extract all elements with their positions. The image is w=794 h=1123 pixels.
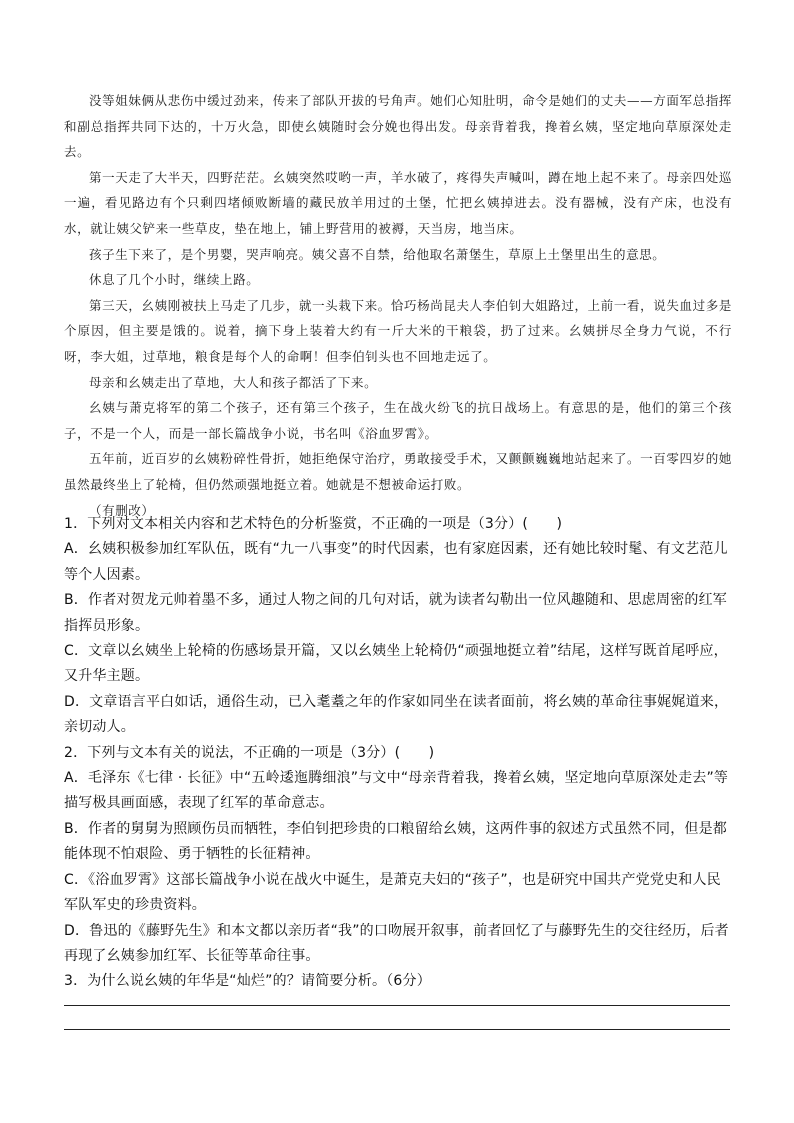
passage-paragraph: 幺姨与萧克将军的第二个孩子，还有第三个孩子，生在战火纷飞的抗日战场上。有意思的是，他们的第三个孩子，不是一个人，而是一部长篇战争小说，书名叫《浴血罗霄》。 xyxy=(64,400,732,441)
passage-paragraph: 没等姐妹俩从悲伤中缓过劲来，传来了部队开拔的号角声。她们心知肚明，命令是她们的丈夫——方面军总指挥和副总指挥共同下达的，十万火急，即使幺姨随时会分娩也得出发。母亲背着我，搀着幺姨，坚定地向草原深处走去。 xyxy=(64,93,732,160)
question-2-stem: 2．下列与文本有关的说法，不正确的一项是（3分）( ) xyxy=(64,744,435,761)
passage-paragraph: 第一天走了大半天，四野茫茫。幺姨突然哎哟一声，羊水破了，疼得失声喊叫，蹲在地上起不来了。母亲四处巡一遍，看见路边有个只剩四堵倾败断墙的藏民放羊用过的土堡，忙把幺姨掉进去。没有器械，没有产床，也没有水，就让姨父铲来一些草皮，垫在地上，铺上野营用的被褥，天当房，地当床。 xyxy=(64,169,732,236)
question-2-option-c: C．《浴血罗霄》这部长篇战争小说在战火中诞生，是萧克夫妇的“孩子”，也是研究中国共产党党史和人民军队军史的珍贵资料。 xyxy=(64,871,721,914)
passage-paragraph: 孩子生下来了，是个男婴，哭声响亮。姨父喜不自禁，给他取名萧堡生，草原上土堡里出生的意思。 xyxy=(89,246,666,262)
question-2-option-d: D．鲁迅的《藤野先生》和本文都以亲历者“我”的口吻展开叙事，前者回忆了与藤野先生的交往经历，后者再现了幺姨参加红军、长征等革命往事。 xyxy=(64,922,729,964)
question-1-stem: 1．下列对文本相关内容和艺术特色的分析鉴赏，不正确的一项是（3分）( ) xyxy=(64,516,563,532)
passage-paragraph: 第三天，幺姨刚被扶上马走了几步，就一头栽下来。恰巧杨尚昆夫人李伯钊大姐路过，上前一看，说失血过多是个原因，但主要是饿的。说着，摘下身上装着大约有一斤大米的干粮袋，扔了过来。幺姨拼尽全身力气说，不行呀，李大姐，过草地，粮食是每个人的命啊！但李伯钊头也不回地走远了。 xyxy=(64,297,732,364)
question-2-option-a: A．毛泽东《七律 · 长征》中“五岭逶迤腾细浪”与文中“母亲背着我，搀着幺姨，坚定地向草原深处走去”等描写极具画面感，表现了红军的革命意志。 xyxy=(64,770,729,812)
question-1-option-a: A．幺姨积极参加红军队伍，既有“九一八事变”的时代因素，也有家庭因素，还有她比较时髦、有文艺范儿等个人因素。 xyxy=(64,541,728,583)
question-1-option-d: D．文章语言平白如话，通俗生动，已入耄耋之年的作家如同坐在读者面前，将幺姨的革命往事娓娓道来，亲切动人。 xyxy=(64,693,729,736)
question-1-option-c: C．文章以幺姨坐上轮椅的伤感场景开篇，又以幺姨坐上轮椅仍“顽强地挺立着”结尾，这样写既首尾呼应，又升华主题。 xyxy=(64,643,728,685)
passage-paragraph: 休息了几个小时，继续上路。 xyxy=(89,272,260,288)
question-list xyxy=(64,512,732,995)
passage-paragraph: 五年前，近百岁的幺姨粉碎性骨折，她拒绝保守治疗，勇敢接受手术，又颤颤巍巍地站起来了。一百零四岁的她虽然最终坐上了轮椅，但仍然顽强地挺立着。她就是不想被命运打败。 xyxy=(64,451,732,492)
question-3-stem: 3．为什么说幺姨的年华是“灿烂”的？请简要分析。（6分） xyxy=(64,973,431,990)
question-2-option-b: B．作者的舅舅为照顾伤员而牺牲，李伯钊把珍贵的口粮留给幺姨，这两件事的叙述方式虽然不同，但是都能体现不怕艰险、勇于牺牲的长征精神。 xyxy=(64,820,728,863)
reading-passage xyxy=(64,88,732,523)
answer-line[interactable] xyxy=(64,1005,730,1006)
question-1-option-b: B．作者对贺龙元帅着墨不多，通过人物之间的几句对话，就为读者勾勒出一位风趣随和、思虑周密的红军指挥员形象。 xyxy=(64,592,728,634)
source-note: （有删改） xyxy=(89,502,155,518)
answer-line[interactable] xyxy=(64,1029,730,1030)
passage-paragraph: 母亲和幺姨走出了草地，大人和孩子都活了下来。 xyxy=(89,374,378,390)
